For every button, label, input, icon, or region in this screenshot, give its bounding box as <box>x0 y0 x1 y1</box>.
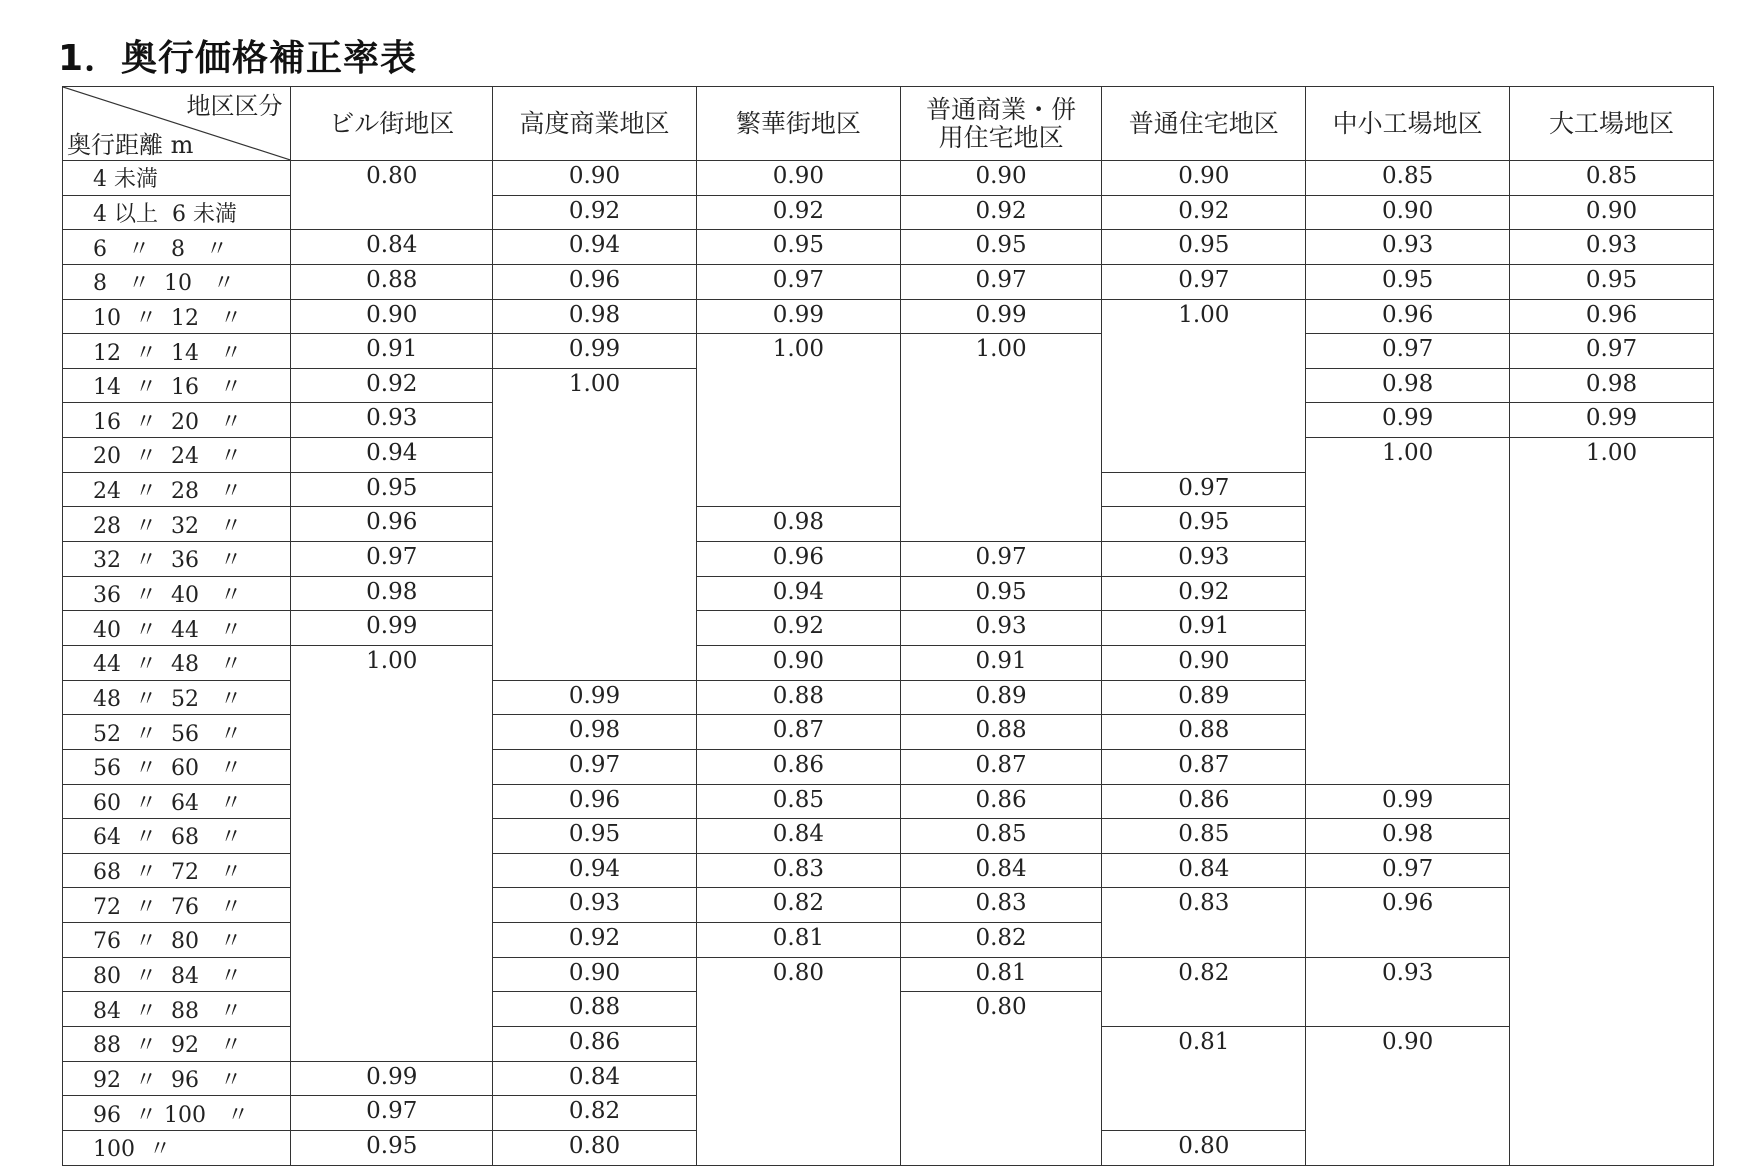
correction-rate-cell: 0.96 <box>493 264 697 299</box>
depth-range-label: 20 〃 24 〃 <box>63 438 291 473</box>
corner-depth-label: 奥行距離 m <box>67 130 194 159</box>
depth-range-label: 76 〃 80 〃 <box>63 923 291 958</box>
correction-rate-cell: 0.84 <box>696 819 900 854</box>
depth-range-label: 84 〃 88 〃 <box>63 992 291 1027</box>
depth-range-label: 88 〃 92 〃 <box>63 1027 291 1062</box>
correction-rate-cell: 0.84 <box>1102 853 1306 888</box>
correction-rate-cell: 0.85 <box>1510 161 1714 196</box>
correction-rate-cell: 0.80 <box>493 1130 697 1165</box>
correction-rate-cell: 0.98 <box>1306 368 1510 403</box>
correction-rate-cell: 0.95 <box>1102 507 1306 542</box>
correction-rate-cell: 0.92 <box>900 195 1102 230</box>
corner-district-label: 地区区分 <box>186 92 283 120</box>
correction-rate-cell: 0.90 <box>696 645 900 680</box>
correction-rate-cell: 0.97 <box>900 542 1102 577</box>
correction-rate-cell: 0.99 <box>1510 403 1714 438</box>
depth-range-label: 96 〃 100 〃 <box>63 1096 291 1131</box>
depth-range-label: 44 〃 48 〃 <box>63 645 291 680</box>
depth-range-label: 68 〃 72 〃 <box>63 853 291 888</box>
correction-rate-cell: 0.96 <box>696 542 900 577</box>
correction-rate-cell: 0.88 <box>900 715 1102 750</box>
correction-rate-cell: 0.88 <box>291 264 493 299</box>
correction-rate-cell: 0.80 <box>1102 1130 1306 1165</box>
depth-range-label: 4 以上 6 未満 <box>63 195 291 230</box>
correction-rate-cell: 0.96 <box>1306 888 1510 957</box>
corner-header-cell <box>63 87 291 161</box>
depth-range-label: 16 〃 20 〃 <box>63 403 291 438</box>
depth-range-label: 56 〃 60 〃 <box>63 749 291 784</box>
correction-rate-cell: 0.86 <box>1102 784 1306 819</box>
correction-rate-cell: 0.88 <box>1102 715 1306 750</box>
correction-rate-cell: 0.92 <box>1102 195 1306 230</box>
correction-rate-cell: 0.95 <box>1306 264 1510 299</box>
correction-rate-cell: 0.90 <box>696 161 900 196</box>
correction-rate-cell: 0.84 <box>900 853 1102 888</box>
district-header-large-factory: 大工場地区 <box>1510 87 1714 161</box>
correction-rate-cell: 0.90 <box>291 299 493 334</box>
district-header-high-commercial: 高度商業地区 <box>493 87 697 161</box>
correction-rate-cell: 0.85 <box>1102 819 1306 854</box>
correction-rate-cell: 0.89 <box>900 680 1102 715</box>
correction-rate-cell: 0.98 <box>291 576 493 611</box>
correction-rate-cell: 1.00 <box>900 334 1102 542</box>
correction-rate-cell: 0.97 <box>1306 853 1510 888</box>
depth-range-label: 14 〃 16 〃 <box>63 368 291 403</box>
correction-rate-cell: 0.92 <box>696 195 900 230</box>
correction-rate-cell: 0.91 <box>900 645 1102 680</box>
correction-rate-cell: 0.95 <box>493 819 697 854</box>
correction-rate-cell: 0.83 <box>900 888 1102 923</box>
correction-rate-cell: 0.90 <box>1102 645 1306 680</box>
district-header-ordinary-commercial: 普通商業・併用住宅地区 <box>900 87 1102 161</box>
correction-rate-cell: 0.90 <box>900 161 1102 196</box>
correction-rate-cell: 0.90 <box>1510 195 1714 230</box>
depth-range-label: 100 〃 <box>63 1130 291 1165</box>
correction-rate-cell: 0.85 <box>900 819 1102 854</box>
correction-rate-cell: 1.00 <box>291 645 493 1061</box>
correction-rate-cell: 0.87 <box>696 715 900 750</box>
correction-rate-cell: 0.90 <box>1306 195 1510 230</box>
correction-rate-cell: 0.97 <box>696 264 900 299</box>
table-row <box>63 334 1714 369</box>
correction-rate-cell: 0.91 <box>1102 611 1306 646</box>
correction-rate-cell: 0.95 <box>291 1130 493 1165</box>
correction-rate-cell: 0.98 <box>1306 819 1510 854</box>
district-header-downtown: 繁華街地区 <box>696 87 900 161</box>
correction-rate-cell: 0.97 <box>900 264 1102 299</box>
depth-correction-table <box>62 86 1714 1166</box>
depth-range-label: 32 〃 36 〃 <box>63 542 291 577</box>
correction-rate-cell: 0.86 <box>696 749 900 784</box>
correction-rate-cell: 0.99 <box>493 680 697 715</box>
correction-rate-cell: 0.97 <box>1306 334 1510 369</box>
correction-rate-cell: 0.90 <box>493 161 697 196</box>
depth-range-label: 92 〃 96 〃 <box>63 1061 291 1096</box>
header-row <box>63 87 1714 161</box>
correction-rate-cell: 0.94 <box>291 438 493 473</box>
table-row <box>63 264 1714 299</box>
correction-rate-cell: 1.00 <box>493 368 697 680</box>
correction-rate-cell: 1.00 <box>696 334 900 507</box>
correction-rate-cell: 0.82 <box>493 1096 697 1131</box>
correction-rate-cell: 0.96 <box>1306 299 1510 334</box>
correction-rate-cell: 0.88 <box>493 992 697 1027</box>
depth-range-label: 12 〃 14 〃 <box>63 334 291 369</box>
correction-rate-cell: 0.80 <box>291 161 493 230</box>
correction-rate-cell: 0.92 <box>493 923 697 958</box>
correction-rate-cell: 0.98 <box>493 299 697 334</box>
depth-range-label: 10 〃 12 〃 <box>63 299 291 334</box>
correction-rate-cell: 0.93 <box>1102 542 1306 577</box>
correction-rate-cell: 0.90 <box>1102 161 1306 196</box>
depth-range-label: 28 〃 32 〃 <box>63 507 291 542</box>
correction-rate-cell: 1.00 <box>1510 438 1714 1166</box>
correction-rate-cell: 0.84 <box>493 1061 697 1096</box>
correction-rate-cell: 0.80 <box>696 957 900 1165</box>
district-header-building: ビル街地区 <box>291 87 493 161</box>
correction-rate-cell: 0.85 <box>1306 161 1510 196</box>
correction-rate-cell: 0.97 <box>1102 264 1306 299</box>
correction-rate-cell: 0.84 <box>291 230 493 265</box>
correction-rate-cell: 0.82 <box>900 923 1102 958</box>
correction-rate-cell: 0.96 <box>493 784 697 819</box>
correction-rate-cell: 0.95 <box>696 230 900 265</box>
correction-rate-cell: 0.92 <box>696 611 900 646</box>
correction-rate-cell: 0.98 <box>696 507 900 542</box>
correction-rate-cell: 0.96 <box>1510 299 1714 334</box>
correction-rate-cell: 0.82 <box>1102 957 1306 1026</box>
correction-rate-cell: 0.99 <box>900 299 1102 334</box>
correction-rate-cell: 0.86 <box>493 1027 697 1062</box>
correction-rate-cell: 0.97 <box>1102 472 1306 507</box>
correction-rate-cell: 0.97 <box>493 749 697 784</box>
depth-range-label: 8 〃 10 〃 <box>63 264 291 299</box>
correction-rate-cell: 0.81 <box>1102 1027 1306 1131</box>
correction-rate-cell: 0.99 <box>1306 403 1510 438</box>
correction-rate-cell: 0.95 <box>900 230 1102 265</box>
depth-range-label: 4 未満 <box>63 161 291 196</box>
depth-range-label: 64 〃 68 〃 <box>63 819 291 854</box>
district-header-ordinary-residential: 普通住宅地区 <box>1102 87 1306 161</box>
correction-rate-cell: 0.81 <box>900 957 1102 992</box>
correction-rate-cell: 0.93 <box>1306 957 1510 1026</box>
depth-range-label: 6 〃 8 〃 <box>63 230 291 265</box>
correction-rate-cell: 0.95 <box>1102 230 1306 265</box>
correction-rate-cell: 0.95 <box>900 576 1102 611</box>
correction-rate-cell: 0.92 <box>493 195 697 230</box>
depth-range-label: 72 〃 76 〃 <box>63 888 291 923</box>
correction-rate-cell: 0.90 <box>493 957 697 992</box>
correction-rate-cell: 0.92 <box>1102 576 1306 611</box>
correction-rate-cell: 0.93 <box>291 403 493 438</box>
correction-rate-cell: 0.90 <box>1306 1027 1510 1166</box>
table-row <box>63 161 1714 196</box>
table-row <box>63 299 1714 334</box>
correction-rate-cell: 0.99 <box>291 1061 493 1096</box>
correction-rate-cell: 1.00 <box>1102 299 1306 472</box>
correction-rate-cell: 0.93 <box>1306 230 1510 265</box>
district-header-small-factory: 中小工場地区 <box>1306 87 1510 161</box>
correction-rate-cell: 0.98 <box>1510 368 1714 403</box>
depth-range-label: 60 〃 64 〃 <box>63 784 291 819</box>
correction-rate-cell: 0.86 <box>900 784 1102 819</box>
page-title: 1．奥行価格補正率表 <box>58 38 418 79</box>
correction-rate-cell: 1.00 <box>1306 438 1510 784</box>
correction-rate-cell: 0.97 <box>291 1096 493 1131</box>
correction-rate-cell: 0.99 <box>291 611 493 646</box>
correction-rate-cell: 0.93 <box>1510 230 1714 265</box>
correction-rate-cell: 0.87 <box>900 749 1102 784</box>
correction-rate-cell: 0.85 <box>696 784 900 819</box>
correction-rate-cell: 0.99 <box>696 299 900 334</box>
correction-rate-cell: 0.97 <box>1510 334 1714 369</box>
depth-range-label: 52 〃 56 〃 <box>63 715 291 750</box>
correction-rate-cell: 0.95 <box>291 472 493 507</box>
correction-rate-cell: 0.95 <box>1510 264 1714 299</box>
correction-rate-cell: 0.93 <box>900 611 1102 646</box>
table-body <box>63 161 1714 1166</box>
correction-rate-cell: 0.94 <box>696 576 900 611</box>
correction-rate-cell: 0.94 <box>493 853 697 888</box>
correction-rate-cell: 0.87 <box>1102 749 1306 784</box>
depth-range-label: 48 〃 52 〃 <box>63 680 291 715</box>
correction-rate-cell: 0.81 <box>696 923 900 958</box>
depth-range-label: 36 〃 40 〃 <box>63 576 291 611</box>
correction-rate-cell: 0.97 <box>291 542 493 577</box>
depth-range-label: 40 〃 44 〃 <box>63 611 291 646</box>
correction-rate-cell: 0.92 <box>291 368 493 403</box>
correction-rate-cell: 0.98 <box>493 715 697 750</box>
correction-rate-cell: 0.93 <box>493 888 697 923</box>
table-row <box>63 230 1714 265</box>
correction-rate-cell: 0.94 <box>493 230 697 265</box>
depth-range-label: 24 〃 28 〃 <box>63 472 291 507</box>
correction-rate-cell: 0.99 <box>493 334 697 369</box>
correction-rate-cell: 0.83 <box>696 853 900 888</box>
correction-rate-cell: 0.83 <box>1102 888 1306 957</box>
correction-rate-cell: 0.89 <box>1102 680 1306 715</box>
correction-rate-cell: 0.88 <box>696 680 900 715</box>
depth-range-label: 80 〃 84 〃 <box>63 957 291 992</box>
correction-rate-cell: 0.96 <box>291 507 493 542</box>
correction-rate-cell: 0.82 <box>696 888 900 923</box>
correction-rate-cell: 0.91 <box>291 334 493 369</box>
correction-rate-cell: 0.99 <box>1306 784 1510 819</box>
correction-rate-cell: 0.80 <box>900 992 1102 1166</box>
